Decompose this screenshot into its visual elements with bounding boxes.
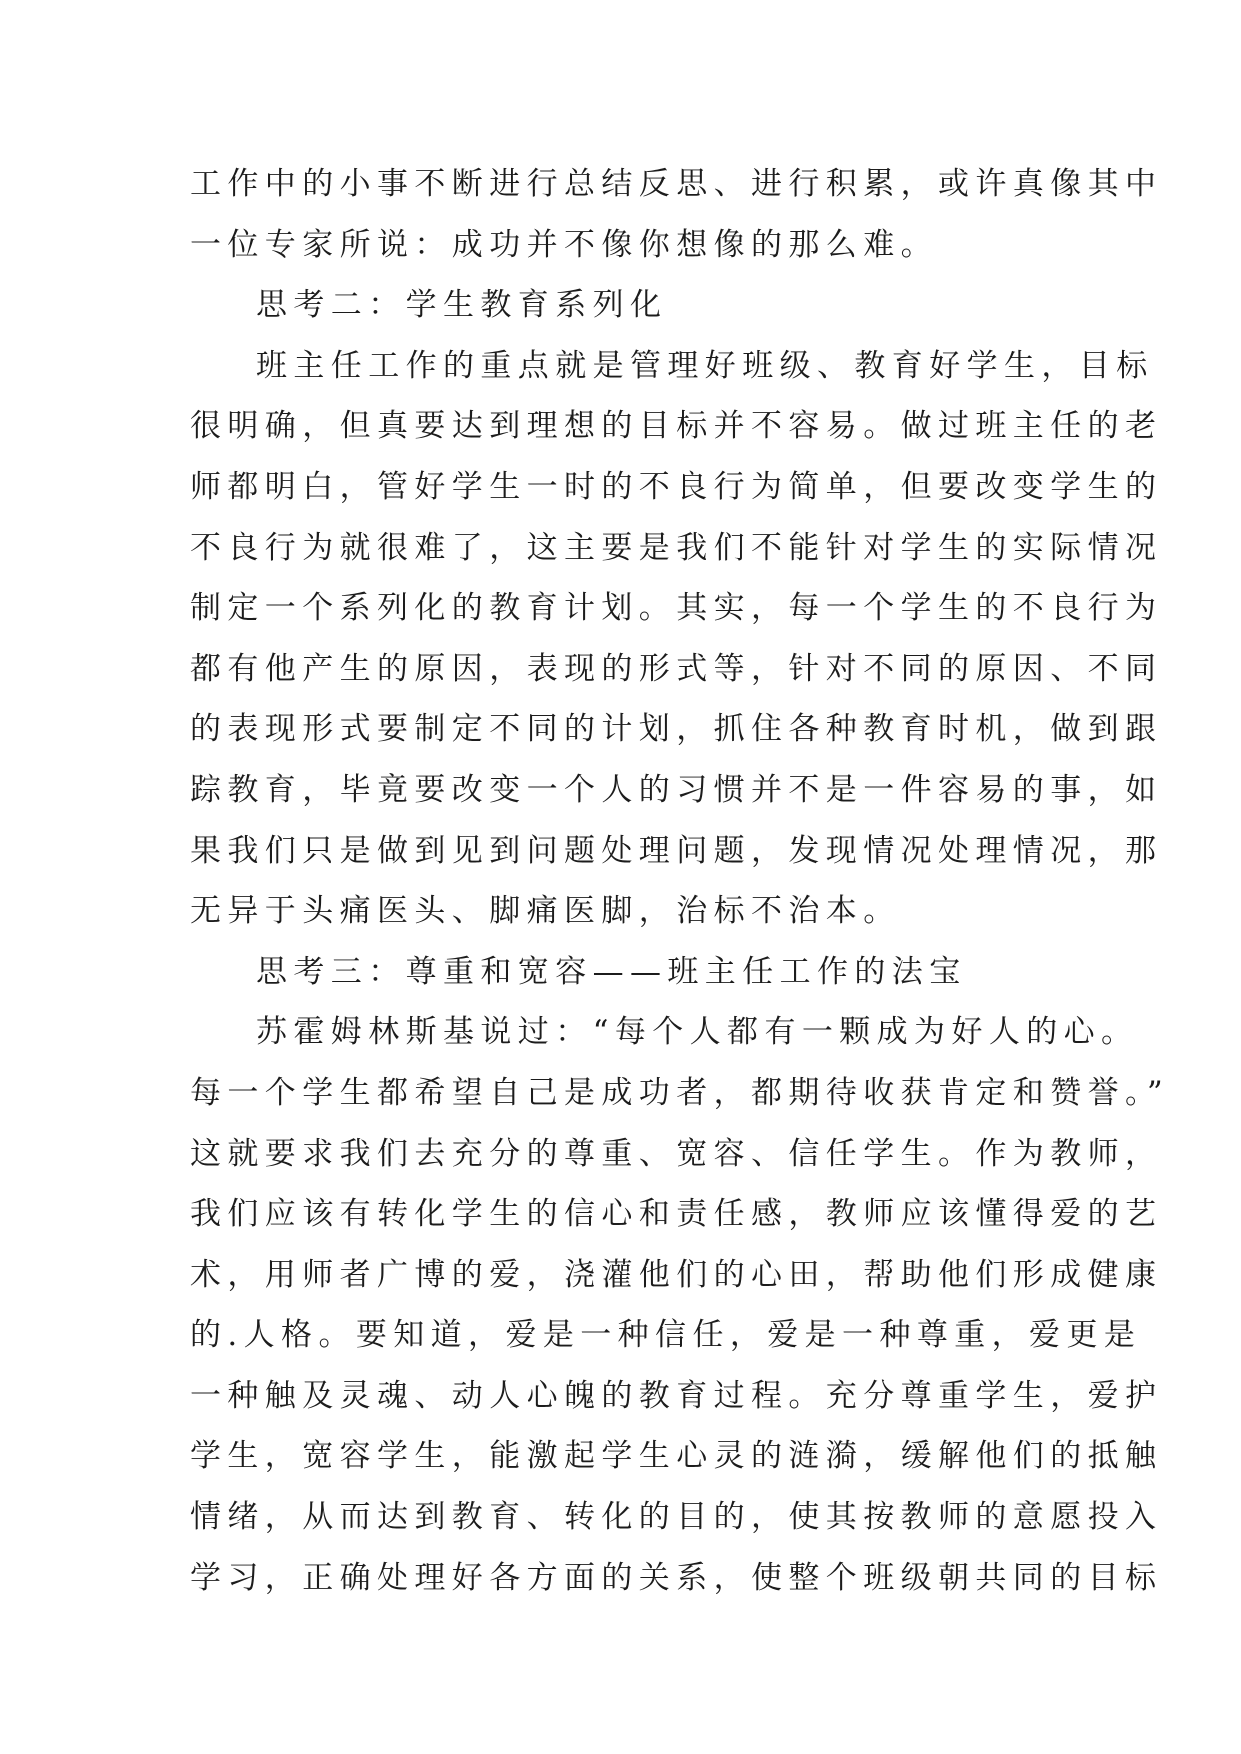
text-line: 苏霍姆林斯基说过：“每个人都有一颗成为好人的心。 [256, 1014, 1139, 1051]
text-line: 这就要求我们去充分的尊重、宽容、信任学生。作为教师， [190, 1135, 1163, 1172]
body-text [190, 154, 1170, 1608]
text-line: 班主任工作的重点就是管理好班级、教育好学生，目标 [256, 347, 1154, 384]
text-line: 一位专家所说：成功并不像你想像的那么难。 [190, 226, 938, 263]
section-heading: 思考三：尊重和宽容——班主任工作的法宝 [256, 953, 967, 990]
text-line: 工作中的小事不断进行总结反思、进行积累，或许真像其中 [190, 166, 1163, 202]
text-line: 不良行为就很难了，这主要是我们不能针对学生的实际情况 [190, 529, 1163, 566]
text-line: 学习，正确处理好各方面的关系，使整个班级朝共同的目标 [190, 1559, 1163, 1596]
text-line: 师都明白，管好学生一时的不良行为简单，但要改变学生的 [190, 468, 1163, 505]
text-line: 果我们只是做到见到问题处理问题，发现情况处理情况，那 [190, 832, 1163, 869]
section-heading: 思考二：学生教育系列化 [256, 287, 668, 324]
text-line: 术，用师者广博的爱，浇灌他们的心田，帮助他们形成健康 [190, 1256, 1163, 1293]
text-line: 的表现形式要制定不同的计划，抓住各种教育时机，做到跟 [190, 711, 1163, 748]
text-line: 每一个学生都希望自己是成功者，都期待收获肯定和赞誉。” [190, 1074, 1170, 1111]
text-line: 无异于头痛医头、脚痛医脚，治标不治本。 [190, 893, 901, 930]
text-line: 很明确，但真要达到理想的目标并不容易。做过班主任的老 [190, 408, 1163, 445]
text-line: 我们应该有转化学生的信心和责任感，教师应该懂得爱的艺 [190, 1196, 1163, 1233]
text-line: 制定一个系列化的教育计划。其实，每一个学生的不良行为 [190, 590, 1163, 627]
text-line: 的.人格。要知道，爱是一种信任，爱是一种尊重，爱更是 [190, 1317, 1142, 1354]
text-line: 情绪，从而达到教育、转化的目的，使其按教师的意愿投入 [190, 1499, 1163, 1536]
text-line: 一种触及灵魂、动人心魄的教育过程。充分尊重学生，爱护 [190, 1377, 1163, 1414]
text-line: 都有他产生的原因，表现的形式等，针对不同的原因、不同 [190, 650, 1163, 687]
text-line: 学生，宽容学生，能激起学生心灵的涟漪，缓解他们的抵触 [190, 1438, 1163, 1475]
text-line: 踪教育，毕竟要改变一个人的习惯并不是一件容易的事，如 [190, 771, 1163, 808]
